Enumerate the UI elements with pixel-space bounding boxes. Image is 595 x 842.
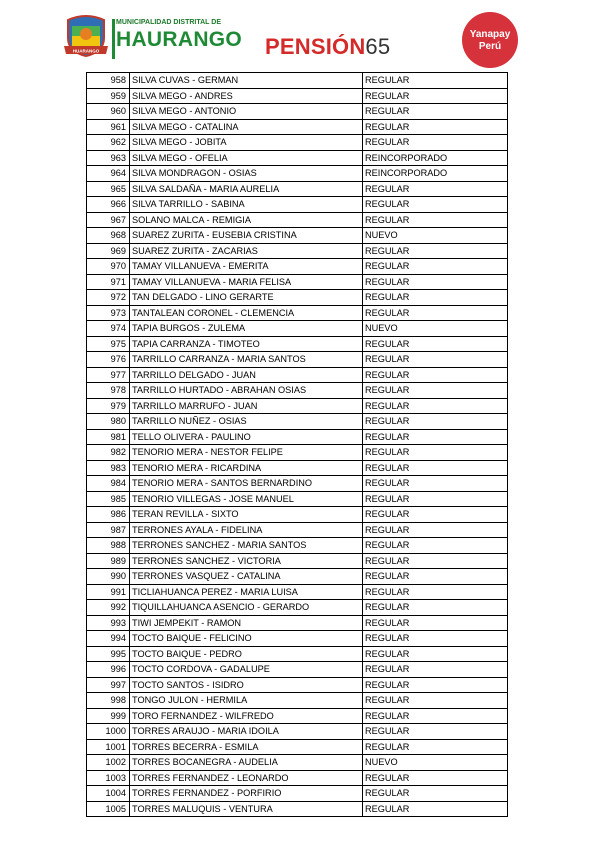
row-number: 992: [87, 600, 130, 616]
beneficiary-name: TORRES FERNANDEZ - LEONARDO: [130, 770, 363, 786]
table-row: [87, 73, 508, 89]
row-number: 986: [87, 507, 130, 523]
beneficiary-name: TOCTO SANTOS - ISIDRO: [130, 677, 363, 693]
beneficiary-status: REINCORPORADO: [363, 150, 508, 166]
beneficiary-status: REGULAR: [363, 414, 508, 430]
beneficiary-name: TORRES BOCANEGRA - AUDELIA: [130, 755, 363, 771]
table-row: [87, 755, 508, 771]
row-number: 995: [87, 646, 130, 662]
beneficiary-name: TICLIAHUANCA PEREZ - MARIA LUISA: [130, 584, 363, 600]
row-number: 978: [87, 383, 130, 399]
row-number: 983: [87, 460, 130, 476]
row-number: 979: [87, 398, 130, 414]
row-number: 1004: [87, 786, 130, 802]
beneficiary-name: SILVA MEGO - OFELIA: [130, 150, 363, 166]
beneficiary-status: REGULAR: [363, 135, 508, 151]
beneficiary-name: TORRES MALUQUIS - VENTURA: [130, 801, 363, 817]
beneficiary-status: REGULAR: [363, 290, 508, 306]
beneficiary-status: REGULAR: [363, 243, 508, 259]
table-row: [87, 166, 508, 182]
row-number: 985: [87, 491, 130, 507]
beneficiary-status: NUEVO: [363, 321, 508, 337]
beneficiary-name: TERAN REVILLA - SIXTO: [130, 507, 363, 523]
beneficiary-name: TENORIO MERA - NESTOR FELIPE: [130, 445, 363, 461]
beneficiary-name: TENORIO MERA - SANTOS BERNARDINO: [130, 476, 363, 492]
beneficiary-name: TOCTO BAIQUE - FELICINO: [130, 631, 363, 647]
row-number: 973: [87, 305, 130, 321]
table-row: [87, 290, 508, 306]
beneficiary-status: REGULAR: [363, 429, 508, 445]
table-row: [87, 631, 508, 647]
row-number: 993: [87, 615, 130, 631]
table-row: [87, 770, 508, 786]
table-row: [87, 243, 508, 259]
beneficiary-status: REGULAR: [363, 801, 508, 817]
table-row: [87, 801, 508, 817]
row-number: 971: [87, 274, 130, 290]
beneficiary-name: TERRONES VASQUEZ - CATALINA: [130, 569, 363, 585]
municipal-crest-logo: [62, 14, 110, 58]
row-number: 994: [87, 631, 130, 647]
row-number: 997: [87, 677, 130, 693]
beneficiary-status: NUEVO: [363, 228, 508, 244]
beneficiary-name: SILVA MEGO - JOBITA: [130, 135, 363, 151]
beneficiary-status: REGULAR: [363, 522, 508, 538]
municipality-logo: [116, 19, 243, 59]
table-row: [87, 553, 508, 569]
beneficiary-name: TAPIA CARRANZA - TIMOTEO: [130, 336, 363, 352]
beneficiary-name: TONGO JULON - HERMILA: [130, 693, 363, 709]
table-row: [87, 274, 508, 290]
table-row: [87, 600, 508, 616]
pension-word: PENSIÓN: [265, 34, 366, 59]
beneficiary-name: SILVA SALDAÑA - MARIA AURELIA: [130, 181, 363, 197]
beneficiary-status: REGULAR: [363, 739, 508, 755]
table-body: [87, 73, 508, 817]
beneficiaries-table: [86, 72, 508, 817]
beneficiary-name: TERRONES SANCHEZ - MARIA SANTOS: [130, 538, 363, 554]
beneficiary-status: REGULAR: [363, 786, 508, 802]
table-row: [87, 538, 508, 554]
row-number: 963: [87, 150, 130, 166]
row-number: 958: [87, 73, 130, 89]
beneficiary-name: TENORIO VILLEGAS - JOSE MANUEL: [130, 491, 363, 507]
table-row: [87, 197, 508, 213]
beneficiary-name: TARRILLO HURTADO - ABRAHAN OSIAS: [130, 383, 363, 399]
beneficiary-status: REGULAR: [363, 305, 508, 321]
table-row: [87, 615, 508, 631]
row-number: 996: [87, 662, 130, 678]
row-number: 961: [87, 119, 130, 135]
beneficiary-status: REGULAR: [363, 259, 508, 275]
beneficiary-name: TARRILLO DELGADO - JUAN: [130, 367, 363, 383]
municipality-subtitle: MUNICIPALIDAD DISTRITAL DE: [116, 19, 221, 26]
beneficiary-name: TENORIO MERA - RICARDINA: [130, 460, 363, 476]
table-row: [87, 429, 508, 445]
row-number: 976: [87, 352, 130, 368]
beneficiary-name: TORRES FERNANDEZ - PORFIRIO: [130, 786, 363, 802]
row-number: 977: [87, 367, 130, 383]
row-number: 1000: [87, 724, 130, 740]
beneficiary-status: REGULAR: [363, 119, 508, 135]
beneficiary-status: REGULAR: [363, 600, 508, 616]
table-row: [87, 367, 508, 383]
table-row: [87, 383, 508, 399]
beneficiary-status: REGULAR: [363, 352, 508, 368]
beneficiary-status: REINCORPORADO: [363, 166, 508, 182]
table-row: [87, 569, 508, 585]
beneficiary-status: REGULAR: [363, 646, 508, 662]
peru-text: Perú: [478, 41, 502, 52]
row-number: 999: [87, 708, 130, 724]
beneficiary-name: TARRILLO CARRANZA - MARIA SANTOS: [130, 352, 363, 368]
row-number: 967: [87, 212, 130, 228]
beneficiary-name: SILVA MEGO - ANDRES: [130, 88, 363, 104]
row-number: 984: [87, 476, 130, 492]
table-row: [87, 445, 508, 461]
beneficiary-status: REGULAR: [363, 73, 508, 89]
beneficiary-name: TORRES ARAUJO - MARIA IDOILA: [130, 724, 363, 740]
row-number: 982: [87, 445, 130, 461]
row-number: 1001: [87, 739, 130, 755]
beneficiary-name: TARRILLO NUÑEZ - OSIAS: [130, 414, 363, 430]
row-number: 987: [87, 522, 130, 538]
table-row: [87, 321, 508, 337]
row-number: 965: [87, 181, 130, 197]
beneficiary-status: REGULAR: [363, 491, 508, 507]
table-row: [87, 476, 508, 492]
beneficiary-name: SILVA MONDRAGON - OSIAS: [130, 166, 363, 182]
row-number: 998: [87, 693, 130, 709]
table-row: [87, 507, 508, 523]
table-row: [87, 135, 508, 151]
table-row: [87, 708, 508, 724]
beneficiary-name: TORRES BECERRA - ESMILA: [130, 739, 363, 755]
row-number: 960: [87, 104, 130, 120]
table-row: [87, 491, 508, 507]
beneficiary-status: NUEVO: [363, 755, 508, 771]
table-row: [87, 724, 508, 740]
beneficiary-status: REGULAR: [363, 181, 508, 197]
beneficiary-name: TIWI JEMPEKIT - RAMON: [130, 615, 363, 631]
table-row: [87, 259, 508, 275]
beneficiary-name: SILVA MEGO - CATALINA: [130, 119, 363, 135]
table-row: [87, 414, 508, 430]
beneficiary-status: REGULAR: [363, 88, 508, 104]
row-number: 969: [87, 243, 130, 259]
row-number: 991: [87, 584, 130, 600]
table-row: [87, 305, 508, 321]
beneficiary-status: REGULAR: [363, 770, 508, 786]
beneficiary-status: REGULAR: [363, 708, 508, 724]
row-number: 1003: [87, 770, 130, 786]
row-number: 990: [87, 569, 130, 585]
beneficiary-name: TERRONES SANCHEZ - VICTORIA: [130, 553, 363, 569]
row-number: 970: [87, 259, 130, 275]
table-row: [87, 646, 508, 662]
row-number: 964: [87, 166, 130, 182]
beneficiary-name: SOLANO MALCA - REMIGIA: [130, 212, 363, 228]
row-number: 975: [87, 336, 130, 352]
table-row: [87, 181, 508, 197]
table-row: [87, 662, 508, 678]
row-number: 959: [87, 88, 130, 104]
beneficiary-status: REGULAR: [363, 693, 508, 709]
beneficiary-status: REGULAR: [363, 336, 508, 352]
beneficiary-name: TAMAY VILLANUEVA - MARIA FELISA: [130, 274, 363, 290]
table-row: [87, 352, 508, 368]
table-row: [87, 119, 508, 135]
beneficiary-name: TELLO OLIVERA - PAULINO: [130, 429, 363, 445]
row-number: 980: [87, 414, 130, 430]
beneficiary-status: REGULAR: [363, 538, 508, 554]
table-row: [87, 786, 508, 802]
logo-bar: [112, 19, 115, 59]
beneficiary-name: SILVA MEGO - ANTONIO: [130, 104, 363, 120]
beneficiary-name: TAMAY VILLANUEVA - EMERITA: [130, 259, 363, 275]
beneficiary-name: TORO FERNANDEZ - WILFREDO: [130, 708, 363, 724]
table-row: [87, 693, 508, 709]
beneficiary-name: TOCTO CORDOVA - GADALUPE: [130, 662, 363, 678]
beneficiary-name: TARRILLO MARRUFO - JUAN: [130, 398, 363, 414]
pension65-logo: [265, 34, 390, 60]
row-number: 968: [87, 228, 130, 244]
pension-number: 65: [365, 34, 391, 59]
municipality-name: HAURANGO: [116, 28, 243, 51]
row-number: 974: [87, 321, 130, 337]
table-row: [87, 228, 508, 244]
beneficiary-name: SILVA CUVAS - GERMAN: [130, 73, 363, 89]
table-row: [87, 104, 508, 120]
table-row: [87, 150, 508, 166]
beneficiary-status: REGULAR: [363, 197, 508, 213]
beneficiary-status: REGULAR: [363, 631, 508, 647]
beneficiary-status: REGULAR: [363, 460, 508, 476]
beneficiary-name: TAPIA BURGOS - ZULEMA: [130, 321, 363, 337]
beneficiary-name: TANTALEAN CORONEL - CLEMENCIA: [130, 305, 363, 321]
beneficiary-name: SILVA TARRILLO - SABINA: [130, 197, 363, 213]
yanapay-text: Yanapay: [469, 29, 511, 40]
beneficiary-status: REGULAR: [363, 274, 508, 290]
table-row: [87, 460, 508, 476]
beneficiary-status: REGULAR: [363, 662, 508, 678]
beneficiary-status: REGULAR: [363, 476, 508, 492]
beneficiary-name: SUAREZ ZURITA - EUSEBIA CRISTINA: [130, 228, 363, 244]
table-row: [87, 584, 508, 600]
beneficiary-status: REGULAR: [363, 724, 508, 740]
table-row: [87, 336, 508, 352]
table-row: [87, 398, 508, 414]
table-row: [87, 88, 508, 104]
page-header: [0, 0, 595, 68]
row-number: 989: [87, 553, 130, 569]
beneficiary-status: REGULAR: [363, 383, 508, 399]
row-number: 1005: [87, 801, 130, 817]
beneficiary-status: REGULAR: [363, 677, 508, 693]
row-number: 972: [87, 290, 130, 306]
row-number: 966: [87, 197, 130, 213]
beneficiary-status: REGULAR: [363, 507, 508, 523]
row-number: 1002: [87, 755, 130, 771]
beneficiary-status: REGULAR: [363, 445, 508, 461]
beneficiary-name: TAN DELGADO - LINO GERARTE: [130, 290, 363, 306]
beneficiary-status: REGULAR: [363, 615, 508, 631]
beneficiary-name: TERRONES AYALA - FIDELINA: [130, 522, 363, 538]
table-row: [87, 677, 508, 693]
beneficiary-status: REGULAR: [363, 398, 508, 414]
beneficiary-name: TOCTO BAIQUE - PEDRO: [130, 646, 363, 662]
beneficiary-status: REGULAR: [363, 367, 508, 383]
beneficiary-status: REGULAR: [363, 104, 508, 120]
table-row: [87, 522, 508, 538]
row-number: 981: [87, 429, 130, 445]
row-number: 962: [87, 135, 130, 151]
crest-text: HUARANGO: [72, 48, 100, 54]
table-row: [87, 212, 508, 228]
beneficiary-name: TIQUILLAHUANCA ASENCIO - GERARDO: [130, 600, 363, 616]
beneficiary-status: REGULAR: [363, 584, 508, 600]
beneficiary-status: REGULAR: [363, 212, 508, 228]
beneficiary-status: REGULAR: [363, 569, 508, 585]
beneficiary-status: REGULAR: [363, 553, 508, 569]
table-row: [87, 739, 508, 755]
yanapay-peru-logo: [462, 12, 518, 68]
beneficiary-name: SUAREZ ZURITA - ZACARIAS: [130, 243, 363, 259]
row-number: 988: [87, 538, 130, 554]
